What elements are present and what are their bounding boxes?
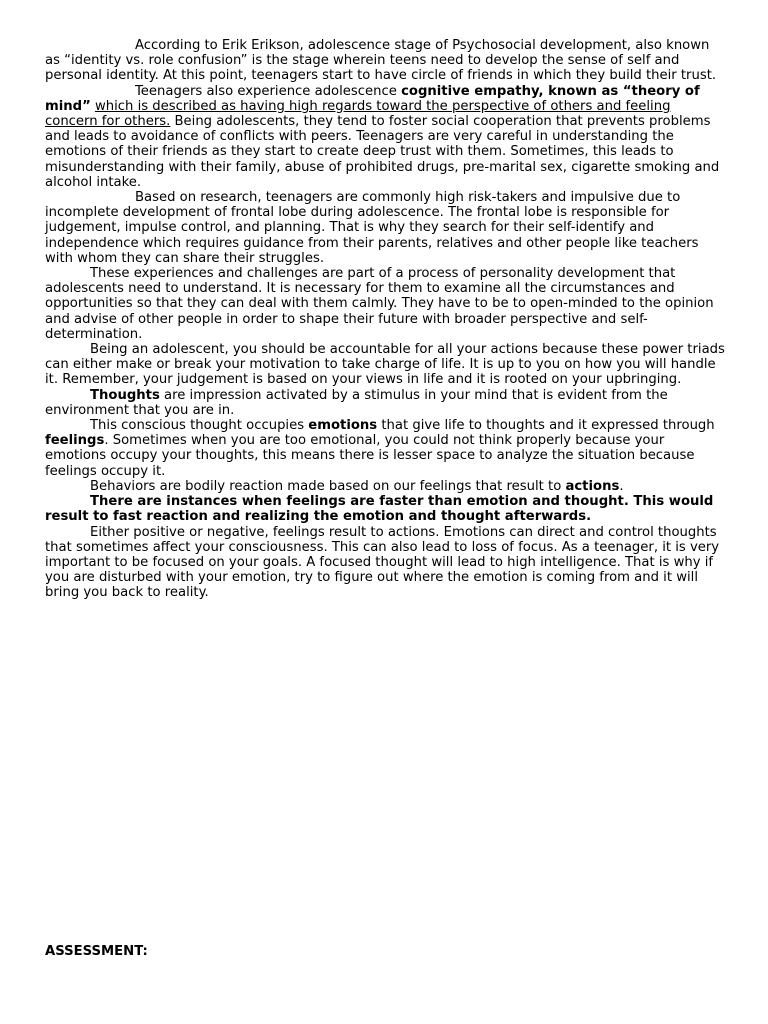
paragraph-text: Being an adolescent, you should be accountable for all your actions because these power triads can either make or break your motivation to take charge of life. It is up to you on how you will handle it. Remember, your judgement is based on your views in life and it is rooted on your upbringing. bbox=[45, 342, 725, 388]
paragraph-accountable bbox=[45, 342, 725, 388]
paragraph-lead: Teenagers also experience adolescence bbox=[135, 83, 402, 99]
paragraph-text: Either positive or negative, feelings result to actions. Emotions can direct and control thoughts that sometimes affect your consciousness. This can also lead to loss of focus. As a teenager, it is very important to be focused on your goals. A focused thought will lead to high intelligence. That is why if you are disturbed with your emotion, try to figure out where the emotion is coming from and it will bring you back to reality. bbox=[45, 524, 720, 601]
paragraph-positive-negative bbox=[45, 525, 725, 601]
paragraph-mid: that give life to thoughts and it expressed through bbox=[377, 418, 715, 434]
bold-term-thoughts: Thoughts bbox=[90, 387, 160, 403]
bold-term-emotions: emotions bbox=[308, 418, 378, 434]
paragraph-rest: . bbox=[619, 478, 624, 494]
document-body bbox=[45, 38, 725, 601]
paragraph-rest: . Sometimes when you are too emotional, you could not think properly because your emotions occupy your thoughts, this means there is lesser space to analyze the situation because feelings occupy it. bbox=[45, 433, 695, 479]
paragraph-behaviors bbox=[45, 479, 725, 494]
paragraph-erikson bbox=[45, 38, 725, 84]
paragraph-research bbox=[45, 190, 725, 266]
bold-term-feelings: feelings bbox=[45, 433, 105, 449]
paragraph-lead: This conscious thought occupies bbox=[90, 418, 309, 434]
paragraph-text: Based on research, teenagers are commonly high risk-takers and impulsive due to incomplete development of frontal lobe during adolescence. The frontal lobe is responsible for judgement, impulse control, and planning. That is why they search for their self-identify and independence which requires guidance from their parents, relatives and other people like teachers with whom they can share their struggles. bbox=[45, 190, 699, 266]
paragraph-text: These experiences and challenges are part of a process of personality development that adolescents need to understand. It is necessary for them to examine all the circumstances and opportunities so that they can deal with them calmly. They have to be to open-minded to the opinion and advise of other people in order to shape their future with broader perspective and self-determination. bbox=[45, 266, 714, 342]
paragraph-lead: Behaviors are bodily reaction made based on our feelings that result to bbox=[90, 478, 566, 494]
paragraph-rest: are impression activated by a stimulus in your mind that is evident from the environment that you are in. bbox=[45, 387, 668, 418]
paragraph-emotions bbox=[45, 418, 725, 479]
paragraph-experiences bbox=[45, 266, 725, 342]
paragraph-thoughts bbox=[45, 388, 725, 418]
underlined-definition: which is described as having high regards toward the perspective of others and feeling concern for others. bbox=[45, 98, 671, 130]
paragraph-text: According to Erik Erikson, adolescence stage of Psychosocial development, also known as “identity vs. role confusion” is the stage wherein teens need to develop the sense of self and personal identity. At this point, teenagers start to have circle of friends in which they build their trust. bbox=[45, 38, 717, 84]
bold-term-theory-of-mind: cognitive empathy, known as “theory of mind” bbox=[45, 83, 700, 114]
paragraph-cognitive-empathy bbox=[45, 84, 725, 190]
paragraph-rest: Being adolescents, they tend to foster social cooperation that prevents problems and leads to avoidance of conflicts with peers. Teenagers are very careful in understanding the emotions of their friends as they start to create deep trust with them. Sometimes, this leads to misunderstanding with their family, abuse of prohibited drugs, pre-marital sex, cigarette smoking and alcohol intake. bbox=[45, 114, 720, 190]
paragraph-text: There are instances when feelings are faster than emotion and thought. This would result to fast reaction and realizing the emotion and thought afterwards. bbox=[45, 494, 714, 525]
bold-term-actions: actions bbox=[565, 478, 620, 494]
assessment-heading: ASSESSMENT: bbox=[45, 944, 148, 959]
paragraph-instances-bold bbox=[45, 494, 725, 524]
